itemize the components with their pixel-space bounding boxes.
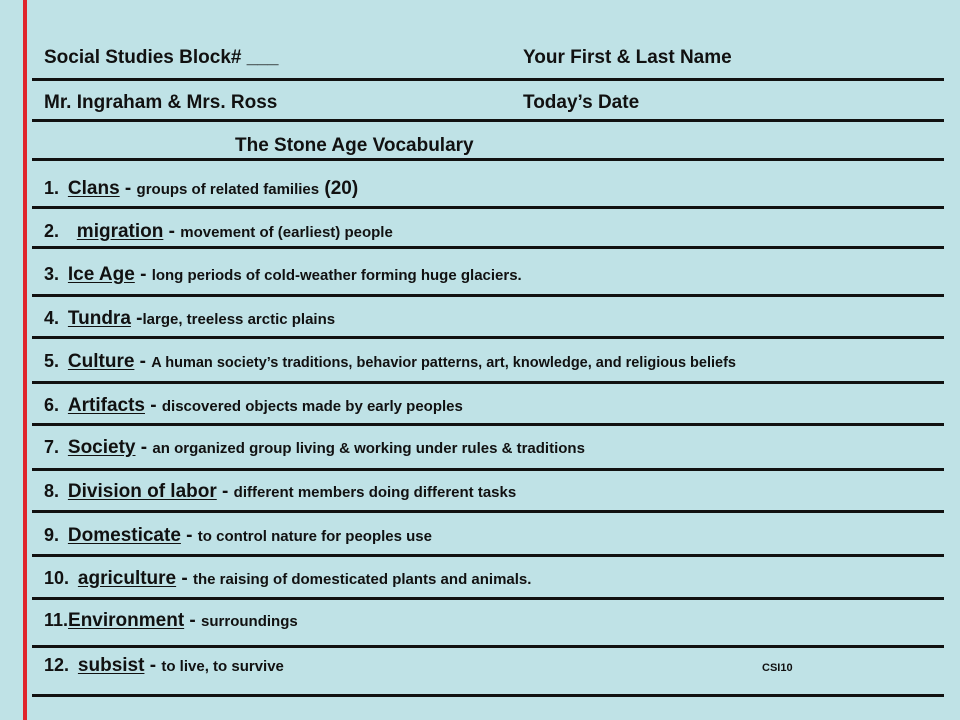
vocab-item-3: 3. Ice Age - long periods of cold-weather forming huge glaciers. bbox=[44, 264, 522, 285]
vocab-item-7: 7. Society - an organized group living & working under rules & traditions bbox=[44, 437, 585, 458]
rule-line bbox=[32, 645, 944, 648]
name-label: Your First & Last Name bbox=[523, 47, 732, 68]
vocab-term: Artifacts bbox=[67, 395, 145, 416]
vocab-item-9: 9. Domesticate - to control nature for peoples use bbox=[44, 525, 432, 546]
slide-code: CSI10 bbox=[762, 662, 793, 674]
page-title: The Stone Age Vocabulary bbox=[235, 135, 474, 156]
rule-line bbox=[32, 554, 944, 557]
vocab-item-1: 1. Clans - groups of related families (20) bbox=[44, 178, 359, 199]
vocab-term: Division of labor bbox=[67, 481, 217, 502]
vocab-definition: long periods of cold-weather forming huge glaciers. bbox=[151, 267, 522, 284]
vocab-item-6: 6. Artifacts - discovered objects made by early peoples bbox=[44, 395, 463, 416]
rule-line bbox=[32, 158, 944, 161]
vocab-term: Clans bbox=[67, 178, 120, 199]
vocab-item-8: 8. Division of labor - different members doing different tasks bbox=[44, 481, 517, 502]
vocab-term: Culture bbox=[67, 351, 135, 372]
vocab-item-12: 12. subsist - to live, to survive bbox=[44, 655, 284, 676]
vocab-definition: movement of (earliest) people bbox=[180, 224, 393, 241]
vocab-definition: surroundings bbox=[201, 613, 298, 630]
block-label: Social Studies Block# ___ bbox=[44, 47, 279, 68]
vocab-item-5: 5. Culture - A human society’s traditions, behavior patterns, art, knowledge, and religious beliefs bbox=[44, 351, 736, 372]
vocab-definition: different members doing different tasks bbox=[233, 484, 517, 501]
vocab-definition: groups of related families bbox=[136, 181, 320, 198]
vocab-term: Tundra bbox=[67, 308, 131, 329]
vocab-definition: large, treeless arctic plains bbox=[142, 311, 336, 328]
rule-line bbox=[32, 246, 944, 249]
rule-line bbox=[32, 510, 944, 513]
teachers-label: Mr. Ingraham & Mrs. Ross bbox=[44, 92, 278, 113]
vocab-term: Environment bbox=[68, 610, 185, 631]
vocab-term: Society bbox=[67, 437, 136, 458]
rule-line bbox=[32, 336, 944, 339]
rule-line bbox=[32, 694, 944, 697]
vocab-term: migration bbox=[76, 221, 164, 242]
rule-line bbox=[32, 597, 944, 600]
vocab-definition: to control nature for peoples use bbox=[197, 528, 432, 545]
vocab-term: Domesticate bbox=[67, 525, 181, 546]
vocab-item-10: 10. agriculture - the raising of domesticated plants and animals. bbox=[44, 568, 532, 589]
rule-line bbox=[32, 468, 944, 471]
vocab-term: agriculture bbox=[77, 568, 177, 589]
vocab-item-4: 4. Tundra -large, treeless arctic plains bbox=[44, 308, 336, 329]
vocab-definition: discovered objects made by early peoples bbox=[161, 398, 463, 415]
red-margin-line bbox=[23, 0, 27, 720]
rule-line bbox=[32, 294, 944, 297]
vocab-definition: A human society’s traditions, behavior patterns, art, knowledge, and religious beliefs bbox=[151, 355, 736, 371]
rule-line bbox=[32, 206, 944, 209]
vocab-item-11: 11.Environment - surroundings bbox=[44, 610, 298, 631]
rule-line bbox=[32, 119, 944, 122]
date-label: Today’s Date bbox=[523, 92, 640, 113]
vocab-term: subsist bbox=[77, 655, 145, 676]
rule-line bbox=[32, 381, 944, 384]
vocab-item-2: 2. migration - movement of (earliest) people bbox=[44, 221, 393, 242]
vocab-definition: to live, to survive bbox=[161, 658, 284, 675]
vocab-term: Ice Age bbox=[67, 264, 135, 285]
rule-line bbox=[32, 423, 944, 426]
vocab-definition: an organized group living & working under rules & traditions bbox=[152, 440, 585, 457]
vocab-definition: the raising of domesticated plants and animals. bbox=[193, 571, 532, 588]
rule-line bbox=[32, 78, 944, 81]
